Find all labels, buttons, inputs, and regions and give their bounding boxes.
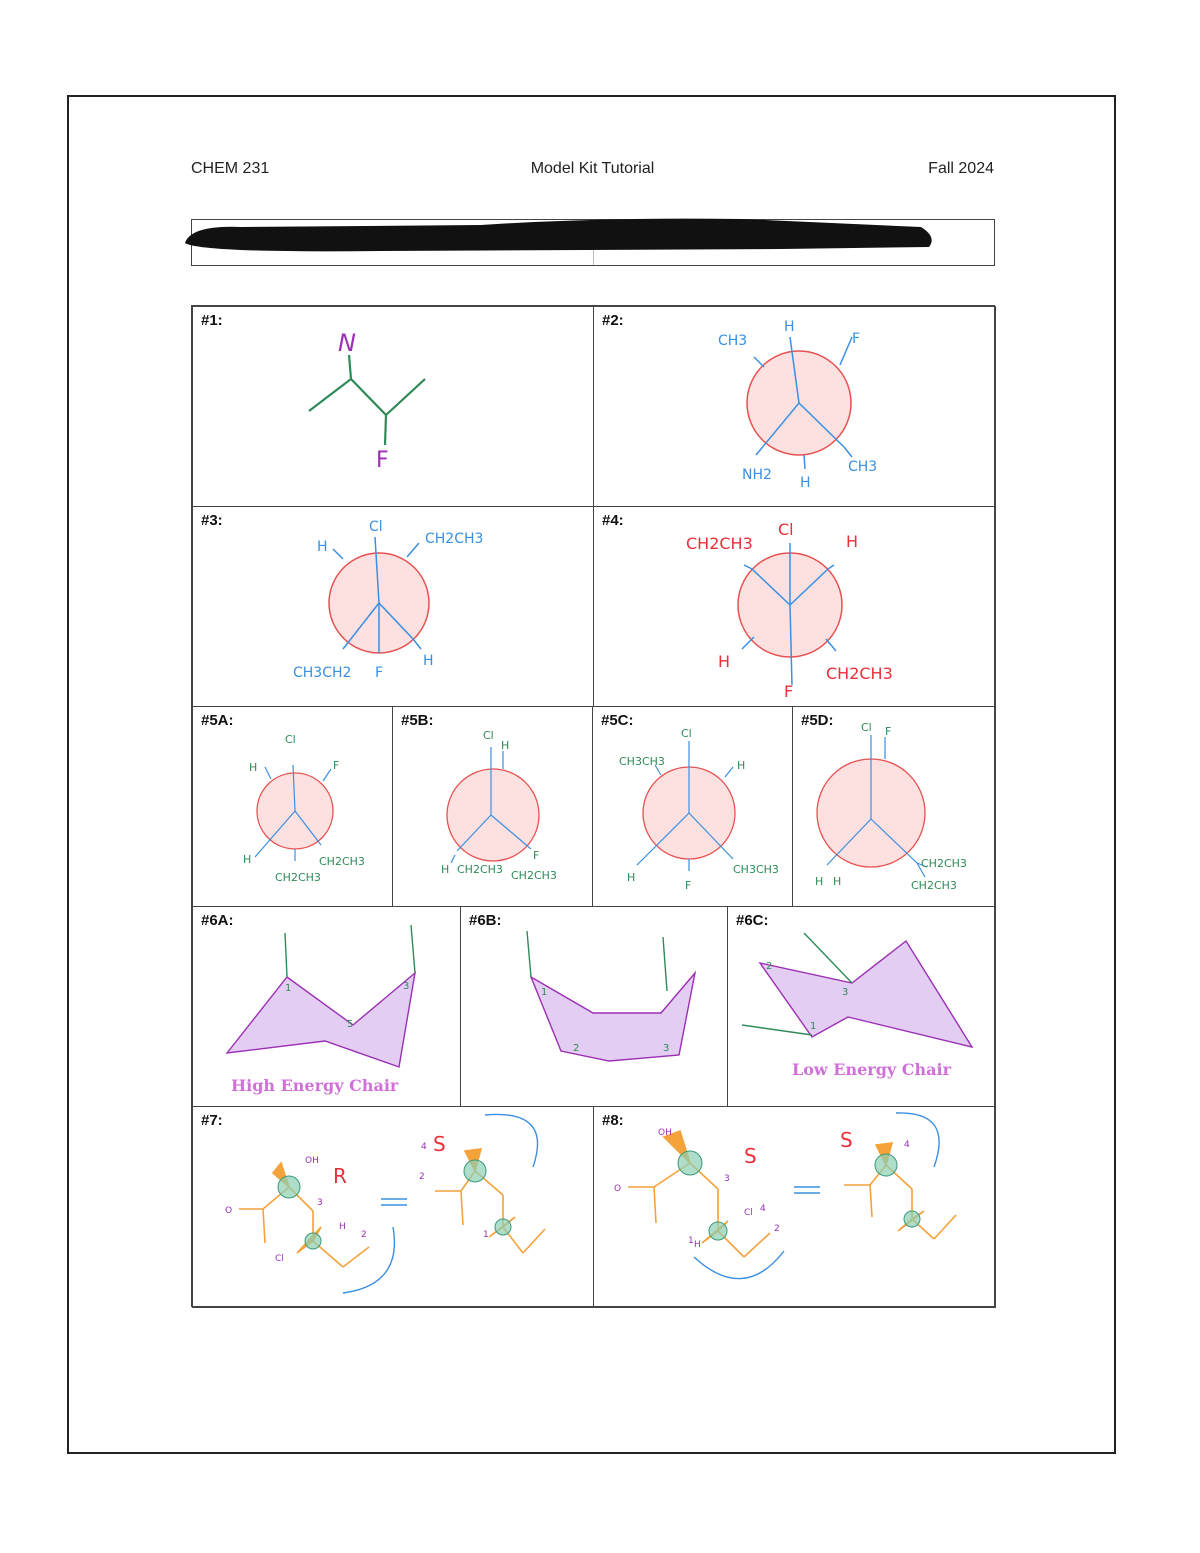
newman-label: CH2CH3 bbox=[921, 857, 967, 870]
atom-mark: 3 bbox=[724, 1174, 730, 1184]
newman-label: F bbox=[852, 331, 861, 347]
newman-label: CH2CH3 bbox=[425, 531, 484, 547]
atom-label: F bbox=[376, 448, 389, 473]
newman-label: Cl bbox=[778, 520, 794, 539]
cell-3 bbox=[192, 506, 594, 707]
carbon-number: 3 bbox=[842, 987, 849, 998]
newman-label: Cl bbox=[483, 729, 494, 742]
newman-label: Cl bbox=[369, 519, 383, 535]
newman-label: H bbox=[627, 871, 636, 884]
carbon-number: 1 bbox=[285, 983, 292, 994]
cell-label: #5B: bbox=[401, 712, 434, 729]
stereocenter-drawing bbox=[193, 1107, 594, 1308]
atom-mark: Cl bbox=[275, 1254, 284, 1264]
chair-conformation bbox=[193, 907, 461, 1107]
cell-label: #8: bbox=[602, 1112, 624, 1129]
carbon-number: 1 bbox=[810, 1021, 817, 1032]
atom-mark: 2 bbox=[361, 1230, 367, 1240]
course-code: CHEM 231 bbox=[191, 160, 270, 177]
newman-projection bbox=[594, 507, 996, 707]
newman-label: H bbox=[718, 652, 731, 671]
cell-1 bbox=[192, 306, 594, 507]
cell-label: #5A: bbox=[201, 712, 234, 729]
configuration-label: S bbox=[433, 1132, 446, 1156]
document-title: Model Kit Tutorial bbox=[530, 160, 655, 177]
newman-label: CH2CH3 bbox=[275, 871, 321, 884]
newman-label: H bbox=[846, 532, 859, 551]
newman-label: H bbox=[441, 863, 450, 876]
cell-6b bbox=[460, 906, 728, 1107]
newman-label: H bbox=[815, 875, 824, 888]
newman-label: F bbox=[333, 759, 340, 772]
cell-2 bbox=[593, 306, 996, 507]
cell-8 bbox=[593, 1106, 996, 1308]
cell-label: #6B: bbox=[469, 912, 502, 929]
newman-label: H bbox=[317, 539, 328, 555]
newman-projection bbox=[793, 707, 996, 907]
atom-mark: O bbox=[614, 1184, 622, 1194]
carbon-number: 1 bbox=[541, 987, 548, 998]
cell-6a bbox=[192, 906, 461, 1107]
boat-conformation bbox=[461, 907, 728, 1107]
newman-label: Cl bbox=[861, 721, 872, 734]
newman-label: CH2CH3 bbox=[686, 534, 753, 553]
newman-label: H bbox=[423, 653, 434, 669]
configuration-label: S bbox=[840, 1128, 853, 1152]
newman-label: F bbox=[885, 725, 892, 738]
cell-label: #2: bbox=[602, 312, 624, 329]
newman-label: CH2CH3 bbox=[511, 869, 557, 882]
atom-mark: 4 bbox=[421, 1142, 427, 1152]
term: Fall 2024 bbox=[928, 160, 994, 177]
cell-label: #5C: bbox=[601, 712, 634, 729]
newman-projection bbox=[193, 707, 393, 907]
cell-5b bbox=[392, 706, 593, 907]
configuration-label: S bbox=[744, 1144, 757, 1168]
atom-mark: OH bbox=[658, 1128, 672, 1138]
cell-5c bbox=[592, 706, 793, 907]
newman-label: CH3CH3 bbox=[733, 863, 779, 876]
atom-mark: 2 bbox=[419, 1172, 425, 1182]
newman-label: H bbox=[501, 739, 510, 752]
atom-mark: 2 bbox=[774, 1224, 780, 1234]
newman-label: F bbox=[375, 665, 384, 681]
carbon-number: 5 bbox=[347, 1019, 354, 1030]
atom-mark: 4 bbox=[904, 1140, 910, 1150]
newman-label: H bbox=[800, 475, 811, 491]
cell-6c bbox=[727, 906, 996, 1107]
newman-label: F bbox=[784, 682, 794, 701]
newman-label: CH2CH3 bbox=[457, 863, 503, 876]
newman-label: H bbox=[243, 853, 252, 866]
newman-label: CH2CH3 bbox=[319, 855, 365, 868]
cell-label: #6A: bbox=[201, 912, 234, 929]
newman-label: Cl bbox=[681, 727, 692, 740]
cell-label: #4: bbox=[602, 512, 624, 529]
newman-projection bbox=[193, 507, 594, 707]
chair-caption: High Energy Chair bbox=[231, 1076, 399, 1095]
newman-label: CH2CH3 bbox=[911, 879, 957, 892]
cell-5a bbox=[192, 706, 393, 907]
cell-label: #7: bbox=[201, 1112, 223, 1129]
atom-mark: 1 bbox=[483, 1230, 489, 1240]
cell-label: #3: bbox=[201, 512, 223, 529]
chair-conformation bbox=[728, 907, 996, 1107]
exercise-grid bbox=[191, 305, 995, 1307]
cell-label: #6C: bbox=[736, 912, 769, 929]
atom-mark: H bbox=[694, 1240, 701, 1250]
newman-label: NH2 bbox=[742, 467, 772, 483]
newman-label: F bbox=[533, 849, 540, 862]
atom-mark: Cl bbox=[744, 1208, 753, 1218]
cell-4 bbox=[593, 506, 996, 707]
redaction-mark bbox=[181, 213, 941, 258]
newman-label: CH2CH3 bbox=[826, 664, 893, 683]
atom-mark: OH bbox=[305, 1156, 319, 1166]
atom-mark: O bbox=[225, 1206, 233, 1216]
configuration-label: R bbox=[333, 1164, 347, 1188]
newman-projection bbox=[593, 707, 793, 907]
newman-label: CH3 bbox=[718, 333, 748, 349]
carbon-number: 2 bbox=[766, 961, 773, 972]
atom-mark: H bbox=[339, 1222, 346, 1232]
cell-5d bbox=[792, 706, 996, 907]
bond-line-structure bbox=[193, 307, 594, 507]
newman-label: CH3CH3 bbox=[619, 755, 665, 768]
atom-label: N bbox=[338, 329, 356, 357]
newman-label: H bbox=[784, 319, 795, 335]
newman-projection bbox=[594, 307, 996, 507]
cell-label: #5D: bbox=[801, 712, 834, 729]
newman-projection bbox=[393, 707, 593, 907]
cell-label: #1: bbox=[201, 312, 223, 329]
atom-mark: 3 bbox=[317, 1198, 323, 1208]
newman-label: H bbox=[249, 761, 258, 774]
newman-label: CH3 bbox=[848, 459, 878, 475]
atom-mark: 4 bbox=[760, 1204, 766, 1214]
newman-label: H bbox=[737, 759, 746, 772]
chair-caption: Low Energy Chair bbox=[792, 1060, 951, 1079]
carbon-number: 3 bbox=[403, 981, 410, 992]
newman-label: F bbox=[685, 879, 692, 892]
carbon-number: 3 bbox=[663, 1043, 670, 1054]
stereocenter-drawing bbox=[594, 1107, 996, 1308]
cell-7 bbox=[192, 1106, 594, 1308]
newman-label: CH3CH2 bbox=[293, 665, 352, 681]
atom-mark: 1 bbox=[688, 1236, 694, 1246]
newman-label: Cl bbox=[285, 733, 296, 746]
carbon-number: 2 bbox=[573, 1043, 580, 1054]
newman-label: H bbox=[833, 875, 842, 888]
